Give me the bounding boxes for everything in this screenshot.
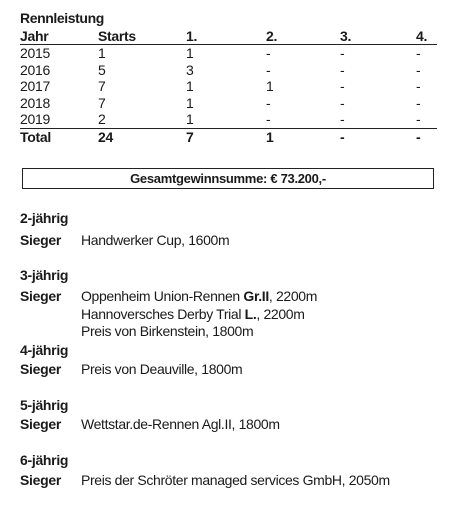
age-heading-3: 3-jährig — [20, 267, 69, 283]
cell-year: 2015 — [20, 45, 50, 62]
cell-fourth: - — [416, 94, 421, 111]
age-heading-2: 2-jährig — [20, 210, 69, 226]
race-entry: Handwerker Cup, 1600m — [81, 232, 230, 248]
table-header-row — [20, 28, 437, 45]
winner-label: Sieger — [20, 361, 61, 377]
race-distance: , 2200m — [256, 306, 305, 322]
age-heading-5: 5-jährig — [20, 397, 69, 413]
col-header-starts: Starts — [98, 28, 186, 45]
cell-fourth: - — [416, 45, 421, 62]
cell-third: - — [340, 45, 345, 62]
cell-year: 2019 — [20, 111, 50, 128]
cell-year: 2018 — [20, 94, 50, 111]
cell-first: 3 — [186, 61, 194, 78]
cell-total-third: - — [340, 128, 416, 146]
cell-fourth: - — [416, 78, 421, 95]
winner-label: Sieger — [20, 288, 61, 304]
race-entry: Wettstar.de-Rennen Agl.II, 1800m — [81, 416, 280, 432]
cell-year: 2017 — [20, 78, 50, 95]
race-entry: Preis von Birkenstein, 1800m — [81, 323, 254, 339]
cell-year: 2016 — [20, 61, 50, 78]
col-header-first: 1. — [186, 28, 266, 45]
age-heading-4: 4-jährig — [20, 342, 69, 358]
cell-second: - — [266, 111, 271, 128]
cell-first: 1 — [186, 78, 194, 95]
race-entry — [81, 288, 317, 304]
cell-first: 1 — [186, 45, 194, 62]
cell-total-label: Total — [20, 128, 98, 146]
winner-label: Sieger — [20, 232, 61, 248]
cell-fourth: - — [416, 61, 421, 78]
race-name: Hannoversches Derby Trial — [81, 306, 245, 322]
race-name: Oppenheim Union-Rennen — [81, 288, 244, 304]
winner-label: Sieger — [20, 472, 61, 488]
col-header-year: Jahr — [20, 28, 98, 45]
cell-starts: 7 — [98, 94, 106, 111]
cell-first: 1 — [186, 94, 194, 111]
col-header-third: 3. — [340, 28, 416, 45]
cell-fourth: - — [416, 111, 421, 128]
cell-total-first: 7 — [186, 128, 266, 146]
race-record-table — [20, 28, 437, 146]
race-entry: Preis der Schröter managed services GmbH, 2050m — [81, 472, 390, 488]
race-entry — [81, 306, 305, 322]
winner-label: Sieger — [20, 416, 61, 432]
cell-third: - — [340, 78, 345, 95]
cell-second: 1 — [266, 78, 274, 95]
race-distance: , 2200m — [268, 288, 318, 304]
table-total-row — [20, 128, 437, 146]
table-row — [20, 62, 437, 79]
table-row — [20, 45, 437, 62]
table-row — [20, 95, 437, 112]
cell-second: - — [266, 45, 271, 62]
cell-starts: 5 — [98, 61, 106, 78]
cell-starts: 1 — [98, 45, 106, 62]
cell-total-starts: 24 — [98, 128, 186, 146]
table-row — [20, 111, 437, 128]
cell-starts: 2 — [98, 111, 106, 128]
total-earnings-box: Gesamtgewinnsumme: € 73.200,- — [22, 168, 434, 189]
cell-third: - — [340, 94, 345, 111]
cell-second: - — [266, 94, 271, 111]
cell-second: - — [266, 61, 271, 78]
race-grade: L. — [244, 306, 257, 322]
cell-starts: 7 — [98, 78, 106, 95]
cell-third: - — [340, 111, 345, 128]
cell-third: - — [340, 61, 345, 78]
col-header-fourth: 4. — [416, 28, 437, 45]
cell-total-fourth: - — [416, 128, 437, 146]
table-row — [20, 78, 437, 95]
cell-total-second: 1 — [266, 128, 340, 146]
cell-first: 1 — [186, 111, 194, 128]
section-title: Rennleistung — [20, 10, 104, 26]
age-heading-6: 6-jährig — [20, 452, 69, 468]
race-grade: Gr.II — [243, 288, 269, 304]
race-entry: Preis von Deauville, 1800m — [81, 361, 243, 377]
col-header-second: 2. — [266, 28, 340, 45]
